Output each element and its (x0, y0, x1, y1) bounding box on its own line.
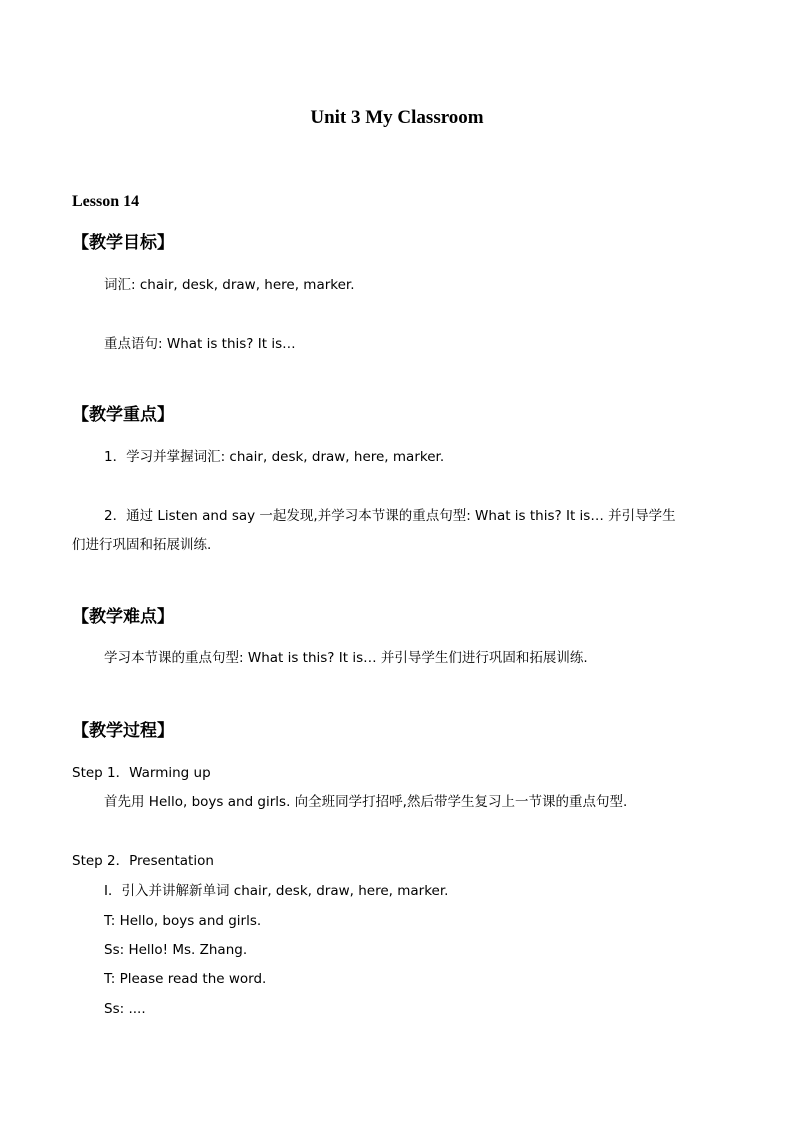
objectives-key-sentence: 重点语句: What is this? It is… (104, 336, 296, 352)
dialog-line: T: Please read the word. (104, 971, 267, 987)
key-points-item-2-line-2: 们进行巩固和拓展训练. (72, 537, 212, 553)
step-1-text: 首先用 Hello, boys and girls. 向全班同学打招呼,然后带学生复习上一节课的重点句型. (104, 794, 628, 810)
page-title: Unit 3 My Classroom (310, 107, 484, 128)
difficulties-heading: 【教学难点】 (72, 607, 174, 627)
difficulties-text: 学习本节课的重点句型: What is this? It is… 并引导学生们进行巩固和拓展训练. (104, 650, 588, 666)
dialog-line: T: Hello, boys and girls. (104, 913, 262, 929)
dialog-line: Ss: .... (104, 1001, 146, 1017)
key-points-item-1: 1．学习并掌握词汇: chair, desk, draw, here, marker. (104, 449, 445, 465)
dialog-line: Ss: Hello! Ms. Zhang. (104, 942, 248, 958)
lesson-label: Lesson 14 (72, 193, 140, 210)
objectives-vocab: 词汇: chair, desk, draw, here, marker. (104, 277, 355, 293)
process-heading: 【教学过程】 (72, 721, 174, 741)
objectives-heading: 【教学目标】 (72, 233, 174, 253)
key-points-item-2-line-1: 2．通过 Listen and say 一起发现,并学习本节课的重点句型: What is this? It is… 并引导学生 (104, 508, 676, 524)
step-2-title: Step 2．Presentation (72, 853, 214, 869)
step-1-title: Step 1．Warming up (72, 765, 211, 781)
step-2-subheading: Ⅰ．引入并讲解新单词 chair, desk, draw, here, marker. (104, 883, 449, 899)
key-points-heading: 【教学重点】 (72, 405, 174, 425)
